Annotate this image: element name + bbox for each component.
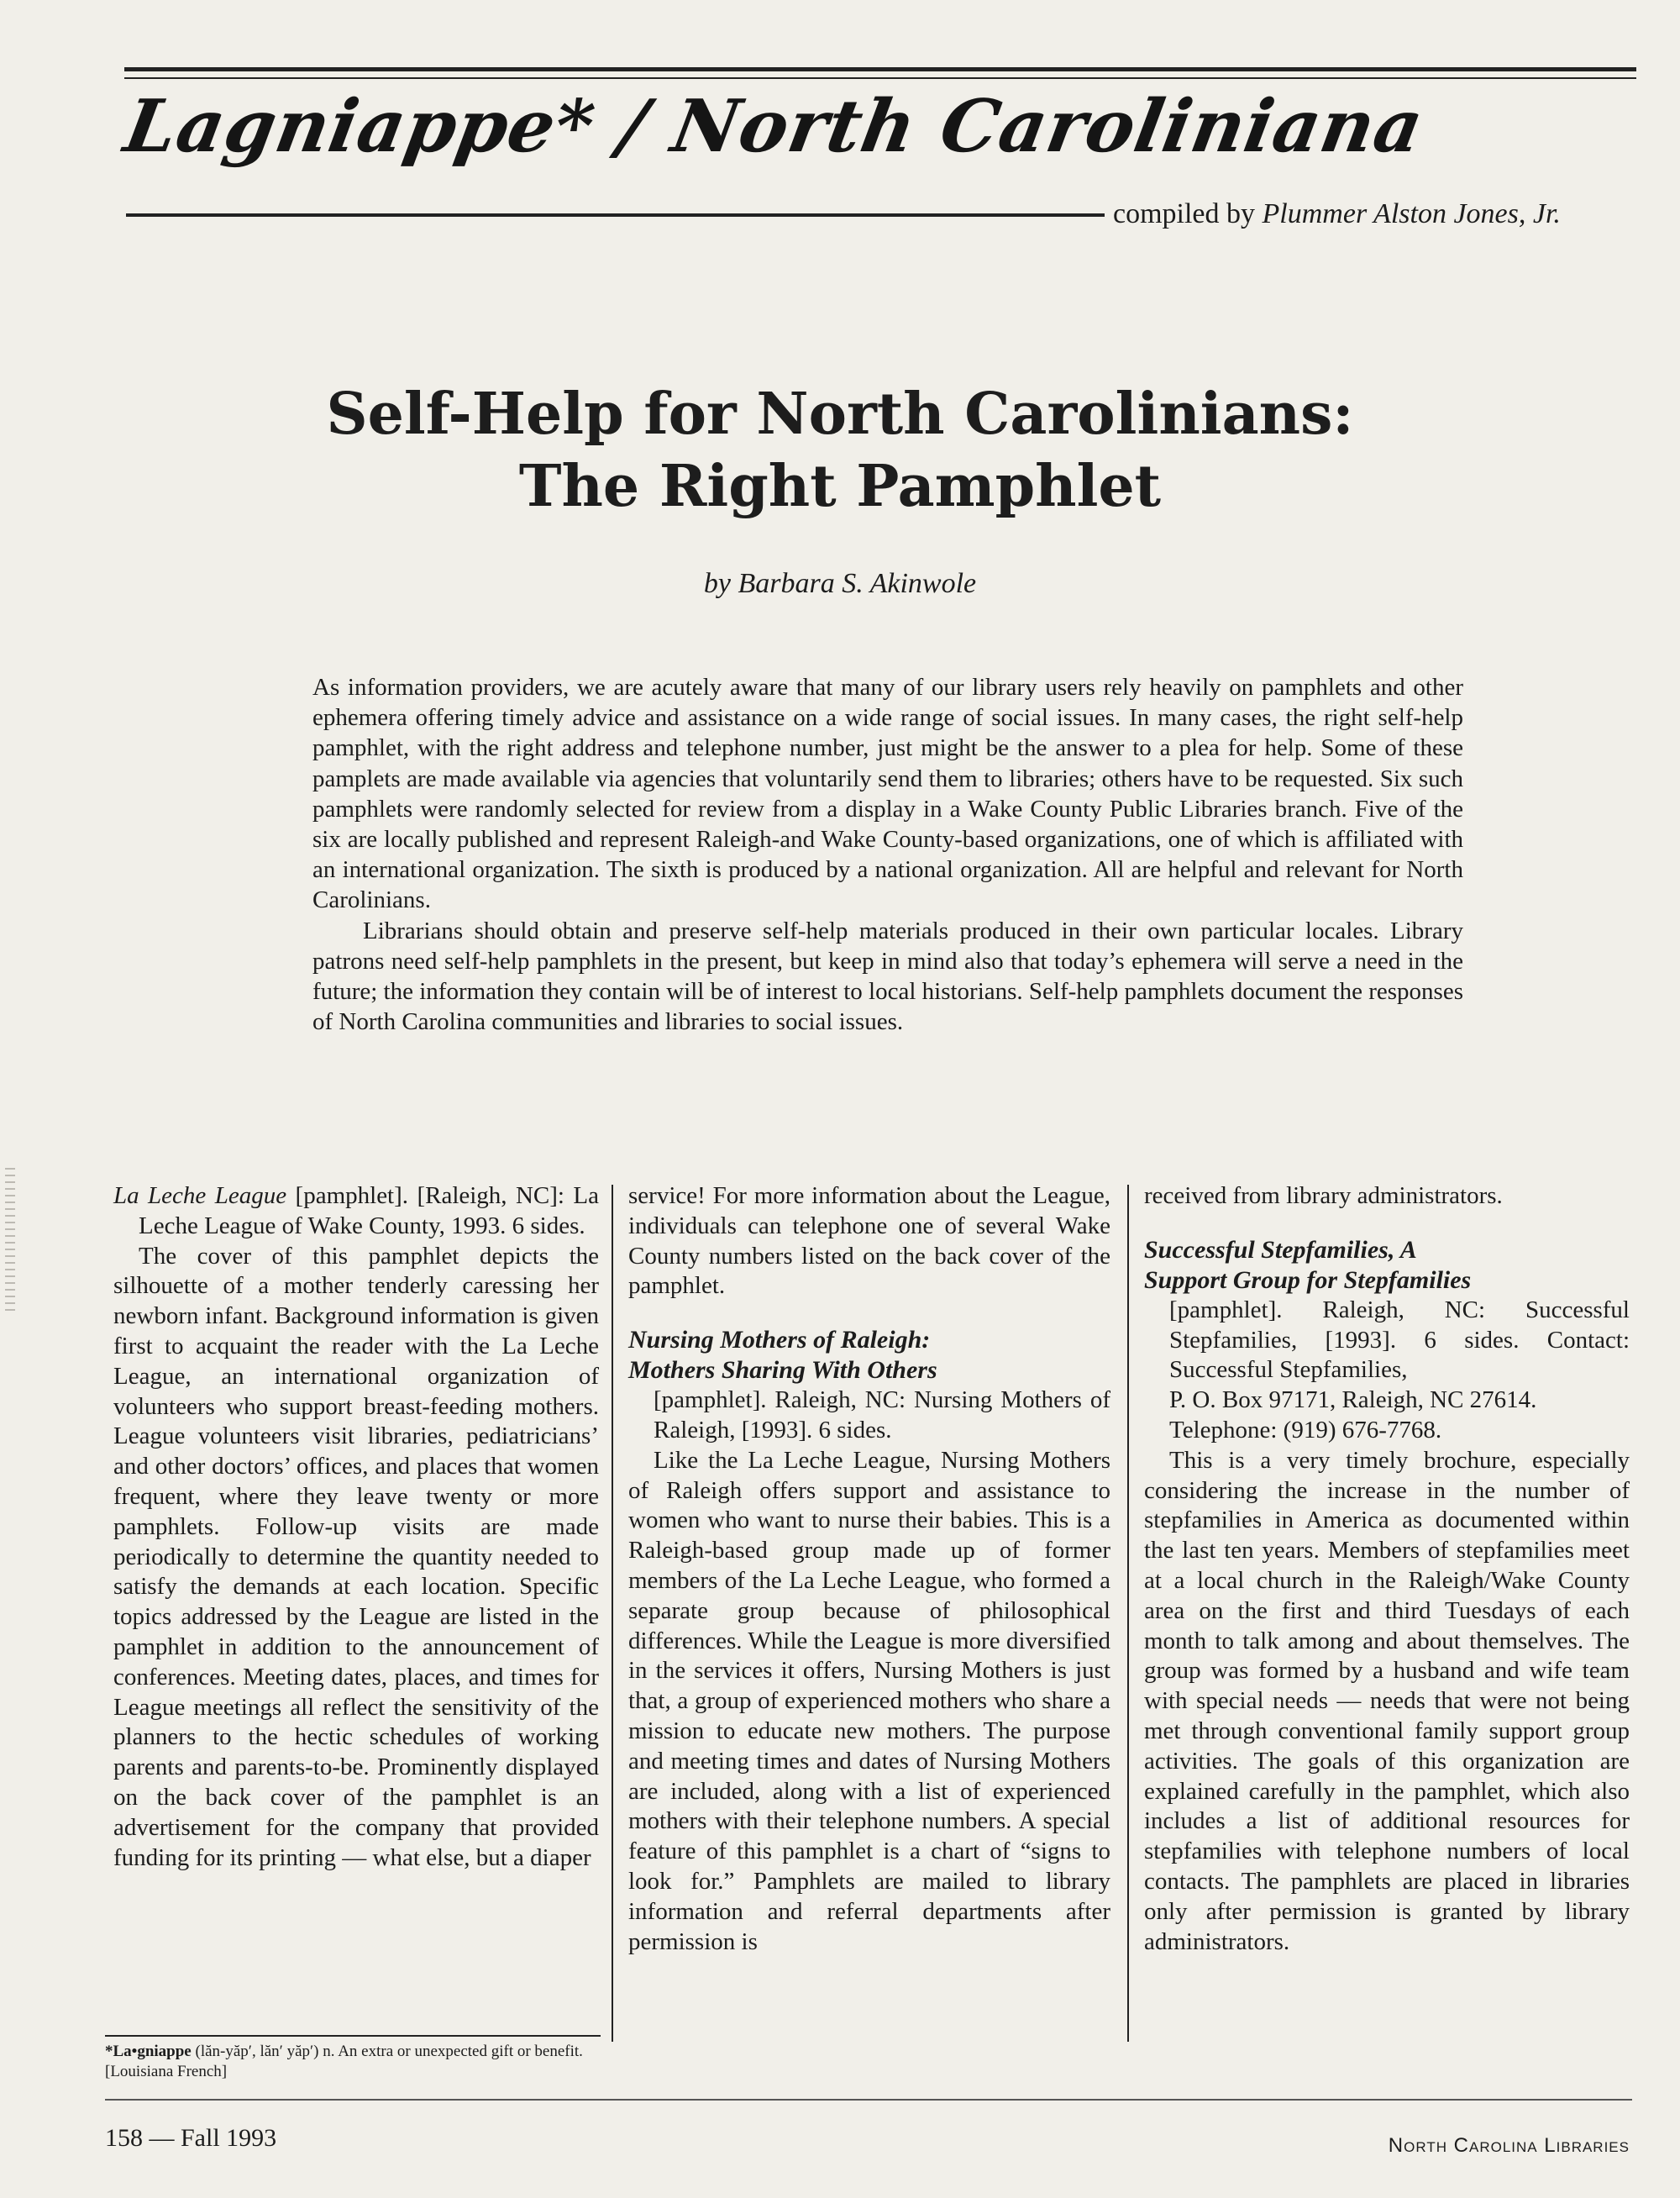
article-title-line-1: Self-Help for North Carolinians:	[326, 381, 1354, 448]
pamphlet-citation: [pamphlet]. Raleigh, NC: Nursing Mothers of Raleigh, [1993]. 6 sides.	[654, 1386, 1110, 1443]
footnote-rule	[105, 2035, 601, 2037]
review-body: This is a very timely brochure, especially considering the increase in the number of stepfamilies in America as documented within the last ten years. Members of stepfamilies meet at a local church in the Raleigh/Wake County area on the first and third Tuesdays of each month to talk among and about themselves. The group was formed by a husband and wife team with special needs — needs that were not being met through conventional family support group activities. The goals of this organization are explained carefully in the pamphlet, which also includes a list of additional resources for stepfamilies with telephone numbers of local contacts. The pamphlets are placed in libraries only after permission is granted by library administrators.	[1144, 1446, 1630, 1955]
review-body: The cover of this pamphlet depicts the silhouette of a mother tenderly caressing her newborn infant. Background information is given first to acquaint the reader with the La Leche League, an international organization of volunteers who support breast-feeding mothers. League volunteers visit libraries, pediatricians’ and other doctors’ offices, and places that women frequent, where they leave twenty or more pamphlets. Follow-up visits are made periodically to determine the quantity needed to satisfy the demands at each location. Specific topics addressed by the League are listed in the pamphlet in addition to the announcement of conferences. Meeting dates, places, and times for League meetings all reflect the sensitivity of the planners to the hectic schedules of working parents and parents-to-be. Prominently displayed on the back cover of the pamphlet is an advertisement for the company that provided funding for its printing — what else, but a diaper	[113, 1242, 599, 1871]
pamphlet-title-continued: Mothers Sharing With Others	[628, 1356, 937, 1385]
article-title	[0, 378, 1680, 523]
column-header-title: Lagniappe* / North Caroliniana	[118, 84, 1431, 169]
pamphlet-title: Successful Stepfamilies, A	[1144, 1235, 1417, 1264]
footnote	[105, 2042, 609, 2082]
page-folio: 158 — Fall 1993	[105, 2124, 277, 2152]
review-citation	[113, 1181, 599, 1242]
pamphlet-citation: [pamphlet]. [Raleigh, NC]: La Leche League of Wake County, 1993. 6 sides.	[139, 1182, 600, 1239]
journal-name: North Carolina Libraries	[1388, 2134, 1630, 2157]
column-1	[113, 1181, 599, 1873]
intro-paragraph-1: As information providers, we are acutely aware that many of our library users rely heavily on pamphlets and other ephemera offering timely advice and assistance on a wide range of social issues. In many cases, the right self-help pamphlet, with the right address and telephone number, just might be the answer to a plea for help. Some of these pamplets are made available via agencies that voluntarily send them to libraries; others have to be requested. Six such pamphlets were randomly selected for review from a display in a Wake County Public Libraries branch. Five of the six are locally published and represent Raleigh-and Wake County-based organizations, one of which is affiliated with an international organization. The sixth is produced by a national organization. All are helpful and relevant for North Carolinians.	[312, 674, 1463, 914]
header-top-rule	[124, 67, 1636, 71]
pamphlet-title: Nursing Mothers of Raleigh:	[628, 1326, 931, 1354]
byline: by Barbara S. Akinwole	[703, 568, 977, 599]
pamphlet-citation: [pamphlet]. Raleigh, NC: Successful Stepfamilies, [1993]. 6 sides. Contact: Successful Stepfamilies,	[1169, 1296, 1630, 1384]
compiled-by-label: compiled by	[1113, 198, 1256, 229]
column-divider-1	[612, 1185, 613, 2042]
review-body-continued: service! For more information about the League, individuals can telephone one of several Wake County numbers listed on the back cover of the pamphlet.	[628, 1182, 1110, 1300]
intro-text	[312, 672, 1463, 1037]
pamphlet-title: La Leche League	[113, 1182, 287, 1209]
review-body: Like the La Leche League, Nursing Mothers of Raleigh offers support and assistance to women who want to nurse their babies. This is a Raleigh-based group made up of former members of the La Leche League, who formed a separate group because of philosophical differences. While the League is more diversified in the services it offers, Nursing Mothers is just that, a group of experienced mothers who share a mission to educate new mothers. The purpose and meeting times and dates of Nursing Mothers are included, along with a list of experienced mothers with their telephone numbers. A special feature of this pamphlet is a chart of “signs to look for.” Pamphlets are mailed to library information and referral departments after permission is	[628, 1446, 1110, 1955]
article-title-line-2: The Right Pamphlet	[518, 453, 1162, 520]
footnote-term: *La•gniappe	[105, 2043, 192, 2060]
header-underline	[126, 213, 1105, 217]
column-3	[1144, 1181, 1630, 1957]
footer-rule	[105, 2099, 1632, 2101]
footnote-definition: (lăn-yăp′, lăn′ yăp′) n. An extra or unexpected gift or benefit. [Louisiana French]	[105, 2043, 583, 2080]
compiled-by-line	[1113, 198, 1561, 230]
column-2	[628, 1181, 1110, 1957]
pamphlet-title-continued: Support Group for Stepfamilies	[1144, 1265, 1472, 1294]
scan-edge-marks	[5, 1168, 15, 1311]
contact-address: P. O. Box 97171, Raleigh, NC 27614.	[1169, 1386, 1537, 1414]
column-divider-2	[1127, 1185, 1129, 2042]
review-body-continued: received from library administrators.	[1144, 1182, 1503, 1209]
intro-paragraph-2: Librarians should obtain and preserve self-help materials produced in their own particular locales. Library patrons need self-help pamphlets in the present, but keep in mind also that today’s ephemera will serve a need in the future; the information they contain will be of interest to local historians. Self-help pamphlets document the responses of North Carolina communities and libraries to social issues.	[312, 917, 1463, 1036]
compiler-name: Plummer Alston Jones, Jr.	[1262, 198, 1561, 229]
contact-telephone: Telephone: (919) 676-7768.	[1169, 1416, 1442, 1443]
header-top-rule-thin	[124, 77, 1636, 79]
